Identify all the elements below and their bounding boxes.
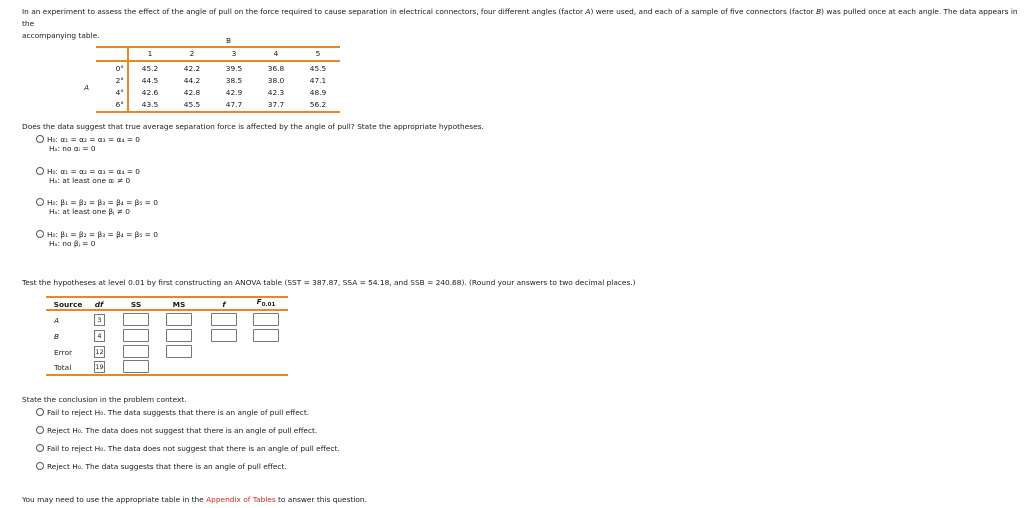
intro-text: In an experiment to assess the effect of the angle of pull on the force required to cause separation in electrical connectors, four different angles (factor — [22, 7, 586, 16]
row-label: 2° — [115, 76, 124, 85]
intro-text-line2: accompanying table. — [22, 31, 100, 40]
row-label-b: B — [54, 332, 60, 341]
table-cell: 37.7 — [267, 100, 285, 109]
table-cell: 42.3 — [267, 88, 285, 97]
df-error: 12 — [95, 348, 104, 356]
col-header: 1 — [147, 49, 153, 58]
radio-button[interactable] — [36, 135, 44, 143]
conclusion-option-2[interactable] — [36, 426, 317, 435]
radio-button[interactable] — [36, 444, 44, 452]
conclusion-option-text: Reject H₀. The data does not suggest that there is an angle of pull effect. — [47, 426, 318, 435]
table-cell: 47.1 — [309, 76, 327, 85]
f-b-input[interactable] — [211, 329, 237, 342]
table-cell: 45.5 — [309, 64, 327, 73]
hypotheses-question: Does the data suggest that true average separation force is affected by the angle of pull? State the appropriate hypotheses. — [22, 122, 484, 131]
fcrit-b-input[interactable] — [253, 329, 279, 342]
intro-factor-a: A — [585, 7, 591, 16]
alt-hypothesis: Hₐ: at least one αᵢ ≠ 0 — [49, 176, 131, 185]
table-cell: 39.5 — [225, 64, 243, 73]
header-ss: SS — [130, 300, 142, 309]
footer-text-end: to answer this question. — [275, 495, 367, 504]
conclusion-option-text: Fail to reject H₀. The data does not suggest that there is an angle of pull effect. — [47, 444, 340, 453]
alt-hypothesis: Hₐ: at least one βⱼ ≠ 0 — [49, 207, 130, 216]
conclusion-heading: State the conclusion in the problem context. — [22, 395, 187, 404]
table-cell: 47.7 — [225, 100, 243, 109]
row-label: 0° — [115, 64, 124, 73]
conclusion-option-3[interactable] — [36, 444, 340, 453]
appendix-link[interactable]: Appendix of Tables — [206, 495, 276, 504]
row-label-total: Total — [54, 363, 72, 372]
table-cell: 45.5 — [183, 100, 201, 109]
hypothesis-option-1[interactable] — [36, 135, 140, 153]
header-df: df — [94, 300, 104, 309]
hypothesis-option-3[interactable] — [36, 198, 158, 216]
radio-button[interactable] — [36, 167, 44, 175]
ss-b-input[interactable] — [123, 329, 149, 342]
ms-a-input[interactable] — [166, 313, 192, 326]
f-a-input[interactable] — [211, 313, 237, 326]
table-cell: 42.6 — [141, 88, 159, 97]
table-cell: 44.5 — [141, 76, 159, 85]
table-header-rule — [96, 60, 340, 62]
table-cell: 38.0 — [267, 76, 285, 85]
row-factor-label: A — [84, 83, 90, 92]
problem-intro — [22, 6, 1018, 42]
row-label: 6° — [115, 100, 124, 109]
table-cell: 38.5 — [225, 76, 243, 85]
header-f: f — [222, 300, 226, 309]
footer-text: You may need to use the appropriate table in the — [22, 495, 207, 504]
table-cell: 45.2 — [141, 64, 159, 73]
table-top-rule — [96, 46, 340, 48]
anova-table — [46, 296, 288, 374]
radio-button[interactable] — [36, 426, 44, 434]
table-cell: 42.9 — [225, 88, 243, 97]
col-header: 4 — [273, 49, 279, 58]
df-a: 3 — [94, 314, 105, 326]
anova-header-rule — [46, 309, 288, 311]
null-hypothesis: H₀: α₁ = α₂ = α₃ = α₄ = 0 — [47, 135, 140, 144]
intro-text-b: ) were used, and each of a sample of five connectors (factor — [590, 7, 817, 16]
row-label-error: Error — [54, 348, 73, 357]
conclusion-option-1[interactable] — [36, 408, 309, 417]
ss-total-input[interactable] — [123, 360, 149, 373]
radio-button[interactable] — [36, 462, 44, 470]
table-cell: 43.5 — [141, 100, 159, 109]
col-factor-label: B — [226, 36, 232, 45]
row-label-a: A — [54, 316, 60, 325]
anova-instruction: Test the hypotheses at level 0.01 by first constructing an ANOVA table (SST = 387.87, SSA = 54.18, and SSB = 240.68). (Round your answers to two decimal places.) — [22, 278, 636, 287]
null-hypothesis: H₀: β₁ = β₂ = β₃ = β₄ = β₅ = 0 — [47, 230, 158, 239]
table-cell: 36.8 — [267, 64, 285, 73]
intro-factor-b: B — [816, 7, 822, 16]
df-total: 19 — [95, 363, 104, 371]
header-fcrit — [246, 297, 286, 308]
null-hypothesis: H₀: β₁ = β₂ = β₃ = β₄ = β₅ = 0 — [47, 198, 158, 207]
col-header: 2 — [189, 49, 195, 58]
table-cell: 56.2 — [309, 100, 327, 109]
alt-hypothesis: Hₐ: no αᵢ = 0 — [49, 144, 96, 153]
header-source: Source — [53, 300, 83, 309]
ms-error-input[interactable] — [166, 345, 192, 358]
ss-error-input[interactable] — [123, 345, 149, 358]
radio-button[interactable] — [36, 198, 44, 206]
table-cell: 42.8 — [183, 88, 201, 97]
table-cell: 48.9 — [309, 88, 327, 97]
null-hypothesis: H₀: α₁ = α₂ = α₃ = α₄ = 0 — [47, 167, 140, 176]
ms-b-input[interactable] — [166, 329, 192, 342]
hypothesis-option-4[interactable] — [36, 230, 158, 248]
anova-bottom-rule — [46, 374, 288, 376]
table-cell: 44.2 — [183, 76, 201, 85]
conclusion-option-text: Fail to reject H₀. The data suggests that there is an angle of pull effect. — [47, 408, 310, 417]
footer-note — [22, 495, 367, 504]
col-header: 5 — [315, 49, 321, 58]
fcrit-symbol: F — [256, 297, 262, 306]
radio-button[interactable] — [36, 408, 44, 416]
alt-hypothesis: Hₐ: no βⱼ = 0 — [49, 239, 96, 248]
df-b: 4 — [94, 330, 105, 342]
fcrit-subscript: 0.01 — [261, 302, 276, 308]
fcrit-a-input[interactable] — [253, 313, 279, 326]
ss-a-input[interactable] — [123, 313, 149, 326]
table-cell: 42.2 — [183, 64, 201, 73]
header-ms: MS — [172, 300, 186, 309]
intro-text-c: ) was pulled once at each angle. The data appears in the — [22, 7, 1018, 28]
hypothesis-option-2[interactable] — [36, 167, 140, 185]
table-bottom-rule — [96, 111, 340, 113]
radio-button[interactable] — [36, 230, 44, 238]
conclusion-option-text: Reject H₀. The data suggests that there is an angle of pull effect. — [47, 462, 287, 471]
row-label: 4° — [115, 88, 124, 97]
conclusion-option-4[interactable] — [36, 462, 287, 471]
col-header: 3 — [231, 49, 237, 58]
